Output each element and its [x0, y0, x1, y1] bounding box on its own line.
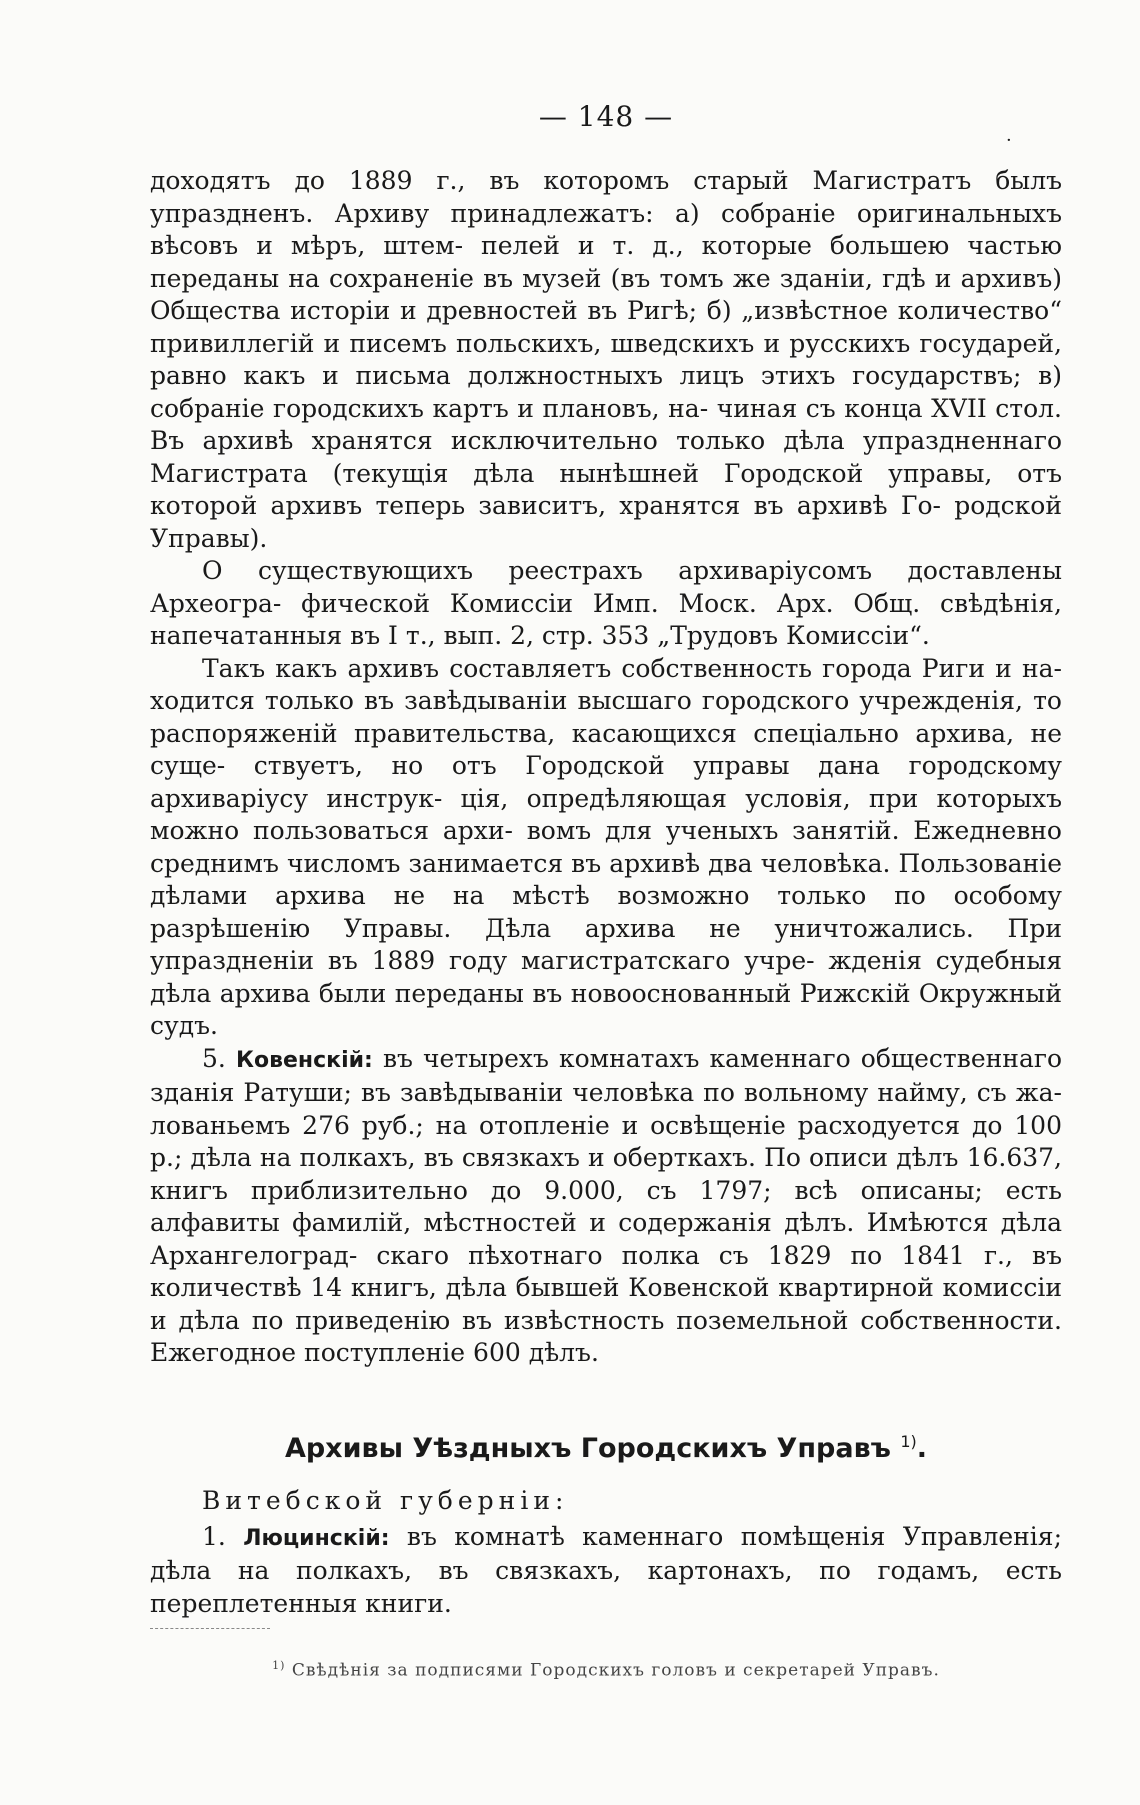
- paragraph-registers: О существующихъ реестрахъ архиваріусомъ доставлены Археогра- фической Комиссіи Имп. Моск. Арх. Общ. свѣдѣнія, напечатанныя въ I т., вып. 2, стр. 353 „Трудовъ Комиссіи“.: [150, 556, 1062, 650]
- paragraph-riga-archive-contents: доходятъ до 1889 г., въ которомъ старый Магистратъ былъ упраздненъ. Архиву принадлежатъ: а) собраніе оригинальныхъ вѣсовъ и мѣръ, штем- пелей и т. д., которые большею частью переданы на сохраненіе въ музей (въ томъ же зданіи, гдѣ и архивъ) Общества исторіи и древностей въ Ригѣ; б) „извѣстное количество“ привиллегій и писемъ польскихъ, шведскихъ и русскихъ государей, равно какъ и письма должностныхъ лицъ этихъ государствъ; в) собраніе городскихъ картъ и плановъ, на- чиная съ конца XVII стол. Въ архивѣ хранятся исключительно только дѣла упраздненнаго Магистрата (текущія дѣла нынѣшней Городской управы, отъ которой архивъ теперь зависитъ, хранятся въ архивѣ Го- родской Управы).: [150, 166, 1062, 553]
- subheading-province: Витебской губерніи:: [202, 1485, 569, 1515]
- kovno-text: въ четырехъ комнатахъ каменнаго общественнаго зданія Ратуши; въ завѣдываніи человѣка по вольному найму, съ жа- лованьемъ 276 руб.; на отопленіе и освѣщеніе расходуется до 100 р.; дѣла на полкахъ, въ связкахъ и оберткахъ. По описи дѣлъ 16.637, книгъ приблизительно до 9.000, съ 1797; всѣ описаны; есть алфавиты фамилій, мѣстностей и содержанія дѣлъ. Имѣются дѣла Архангелоград- скаго пѣхотнаго полка съ 1829 по 1841 г., въ количествѣ 14 книгъ, дѣла бывшей Ковенской квартирной комиссіи и дѣла по приведенію въ извѣстность поземельной собственности. Ежегодное поступленіе 600 дѣлъ.: [150, 1043, 1062, 1367]
- footnote-text: Свѣдѣнія за подписями Городскихъ головъ и секретарей Управъ.: [285, 1660, 940, 1681]
- section-heading-end: .: [916, 1432, 928, 1464]
- lyutsin-title: Люцинскій:: [243, 1525, 390, 1551]
- paragraph-lyutsin: [150, 1521, 1062, 1621]
- footnote-divider: [150, 1628, 270, 1629]
- document-page: [150, 100, 1062, 1681]
- section-heading: [150, 1432, 1062, 1464]
- footnote-ref: 1): [900, 1431, 917, 1451]
- kovno-title: Ковенскій:: [235, 1047, 373, 1073]
- lyutsin-number: 1.: [202, 1521, 244, 1551]
- paragraph-kovno: [150, 1043, 1062, 1370]
- paragraph-regulations: Такъ какъ архивъ составляетъ собственность города Риги и на- ходится только въ завѣдываніи высшаго городского учрежденія, то распоряженій правительства, касающихся спеціально архива, не суще- ствуетъ, но отъ Городской управы дана городскому архиваріусу инструк- ція, опредѣляющая условія, при которыхъ можно пользоваться архи- вомъ для ученыхъ занятій. Ежедневно среднимъ числомъ занимается въ архивѣ два человѣка. Пользованіе дѣлами архива не на мѣстѣ возможно только по особому разрѣшенію Управы. Дѣла архива не уничтожались. При упраздненіи въ 1889 году магистратскаго учре- жденія судебныя дѣла архива были переданы въ новооснованный Рижскій Окружный судъ.: [150, 653, 1062, 1040]
- lyutsin-text: въ комнатѣ каменнаго помѣщенія Управленія; дѣла на полкахъ, въ связкахъ, картонахъ, по годамъ, есть переплетенныя книги.: [150, 1521, 1062, 1618]
- footnote: [150, 1659, 1062, 1681]
- section-heading-text: Архивы Уѣздныхъ Городскихъ Управъ: [284, 1432, 891, 1464]
- page-number: — 148 —: [538, 100, 674, 133]
- footnote-mark: 1): [272, 1659, 286, 1672]
- page-mark: ·: [1006, 130, 1012, 151]
- kovno-number: 5.: [202, 1043, 236, 1073]
